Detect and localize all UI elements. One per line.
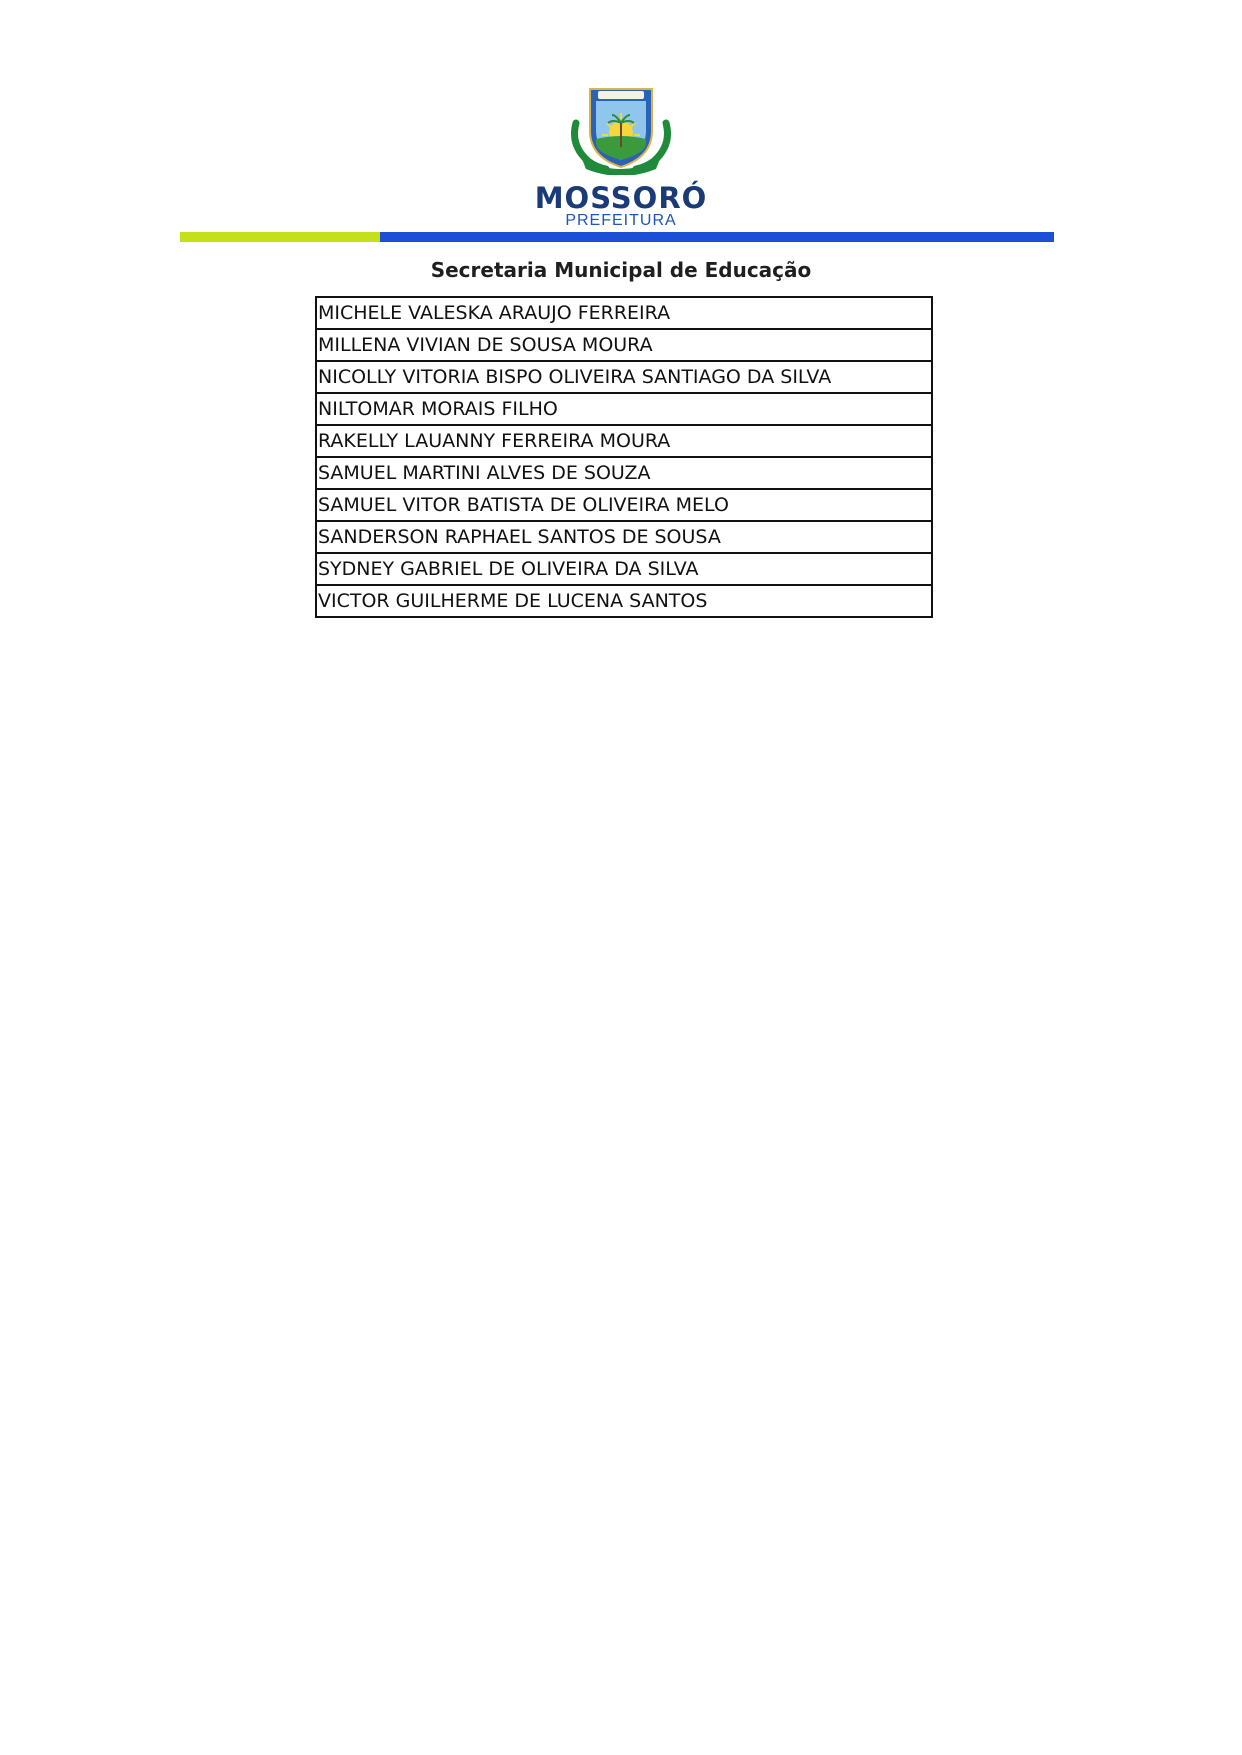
page-title: Secretaria Municipal de Educação bbox=[430, 258, 812, 282]
table-row bbox=[316, 329, 932, 361]
name-cell: SAMUEL VITOR BATISTA DE OLIVEIRA MELO bbox=[316, 489, 932, 521]
table-row bbox=[316, 297, 932, 329]
table-row bbox=[316, 425, 932, 457]
header-bar-green bbox=[180, 232, 380, 242]
brand-name: MOSSORÓ bbox=[534, 181, 708, 215]
name-cell: SYDNEY GABRIEL DE OLIVEIRA DA SILVA bbox=[316, 553, 932, 585]
header-logo bbox=[0, 83, 1242, 229]
table-row bbox=[316, 393, 932, 425]
table-row bbox=[316, 457, 932, 489]
table-row bbox=[316, 585, 932, 617]
name-cell: RAKELLY LAUANNY FERREIRA MOURA bbox=[316, 425, 932, 457]
name-cell: NILTOMAR MORAIS FILHO bbox=[316, 393, 932, 425]
brand-subtitle: PREFEITURA bbox=[565, 212, 677, 229]
name-cell: MICHELE VALESKA ARAUJO FERREIRA bbox=[316, 297, 932, 329]
name-cell: SAMUEL MARTINI ALVES DE SOUZA bbox=[316, 457, 932, 489]
name-cell: NICOLLY VITORIA BISPO OLIVEIRA SANTIAGO DA SILVA bbox=[316, 361, 932, 393]
names-table bbox=[315, 296, 933, 618]
table-row bbox=[316, 489, 932, 521]
city-crest-icon bbox=[566, 83, 676, 175]
header-bar-blue bbox=[380, 232, 1054, 242]
table-row bbox=[316, 553, 932, 585]
name-cell: SANDERSON RAPHAEL SANTOS DE SOUSA bbox=[316, 521, 932, 553]
name-cell: VICTOR GUILHERME DE LUCENA SANTOS bbox=[316, 585, 932, 617]
name-cell: MILLENA VIVIAN DE SOUSA MOURA bbox=[316, 329, 932, 361]
table-row bbox=[316, 361, 932, 393]
table-row bbox=[316, 521, 932, 553]
